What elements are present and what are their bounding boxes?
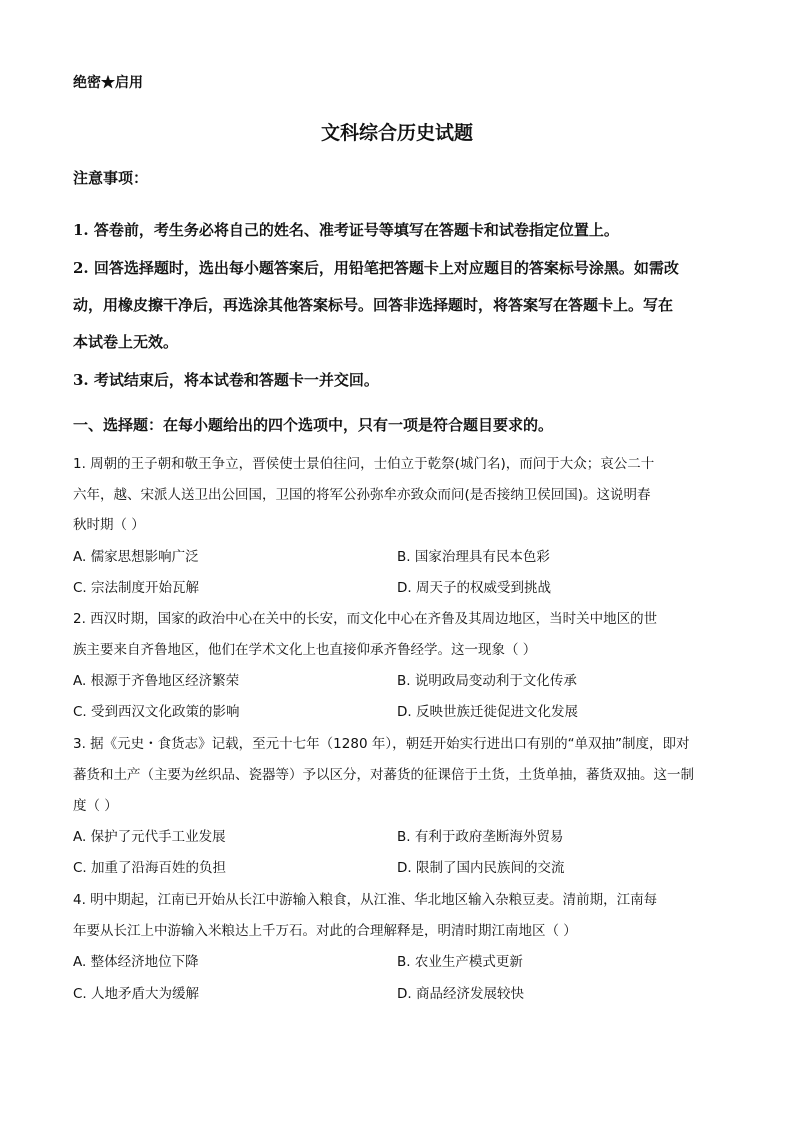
question-3-option-a: A. 保护了元代手工业发展 <box>73 829 226 845</box>
question-1-option-d: D. 周天子的权威受到挑战 <box>397 580 551 596</box>
question-4-option-b: B. 农业生产模式更新 <box>397 954 523 970</box>
notice-heading: 注意事项： <box>73 169 149 187</box>
notice-line: 2. 回答选择题时，选出每小题答案后，用铅笔把答题卡上对应题目的答案标号涂黑。如需改 <box>73 259 679 277</box>
section-heading: 一、选择题：在每小题给出的四个选项中，只有一项是符合题目要求的。 <box>73 416 554 434</box>
notice-line: 1. 答卷前，考生务必将自己的姓名、准考证号等填写在答题卡和试卷指定位置上。 <box>73 221 619 239</box>
notice-line: 本试卷上无效。 <box>73 333 179 351</box>
question-1-option-b: B. 国家治理具有民本色彩 <box>397 549 550 565</box>
question-3-line: 3. 据《元史・食货志》记载，至元十七年（1280 年），朝廷开始实行进出口有别的“单双抽”制度，即对 <box>73 736 690 752</box>
question-2-option-b: B. 说明政局变动利于文化传承 <box>397 673 577 689</box>
question-3-option-b: B. 有利于政府垄断海外贸易 <box>397 829 564 845</box>
question-3-option-c: C. 加重了沿海百姓的负担 <box>73 860 227 876</box>
question-3-line: 度（ ） <box>73 798 118 814</box>
question-4-line: 4. 明中期起，江南已开始从长江中游输入粮食，从江淮、华北地区输入杂粮豆麦。清前期，江南每 <box>73 892 658 908</box>
question-3-line: 蕃货和土产（主要为丝织品、瓷器等）予以区分，对蕃货的征课倍于土货，土货单抽，蕃货双抽。这一制 <box>73 767 694 783</box>
question-4-line: 年要从长江上中游输入米粮达上千万石。对此的合理解释是，明清时期江南地区（ ） <box>73 923 577 939</box>
question-1-line: 六年，越、宋派人送卫出公回国，卫国的将军公孙弥牟亦致众而问(是否接纳卫侯回国)。这说明春 <box>73 487 651 503</box>
question-2-line: 2. 西汉时期，国家的政治中心在关中的长安，而文化中心在齐鲁及其周边地区，当时关中地区的世 <box>73 611 658 627</box>
notice-line: 动，用橡皮擦干净后，再选涂其他答案标号。回答非选择题时，将答案写在答题卡上。写在 <box>73 296 674 314</box>
question-2-option-a: A. 根源于齐鲁地区经济繁荣 <box>73 673 240 689</box>
question-2-option-c: C. 受到西汉文化政策的影响 <box>73 704 240 720</box>
question-2-line: 族主要来自齐鲁地区，他们在学术文化上也直接仰承齐鲁经学。这一现象（ ） <box>73 642 537 658</box>
question-2-option-d: D. 反映世族迁徙促进文化发展 <box>397 704 578 720</box>
question-1-line: 秋时期（ ） <box>73 517 145 533</box>
notice-line: 3. 考试结束后，将本试卷和答题卡一并交回。 <box>73 371 379 389</box>
question-1-line: 1. 周朝的王子朝和敬王争立，晋侯使士景伯往问，士伯立于乾祭(城门名)，而问于大众；哀公二十 <box>73 456 655 472</box>
question-4-option-a: A. 整体经济地位下降 <box>73 954 199 970</box>
question-3-option-d: D. 限制了国内民族间的交流 <box>397 860 565 876</box>
confidential-mark: 绝密★启用 <box>73 75 143 91</box>
question-1-option-a: A. 儒家思想影响广泛 <box>73 549 199 565</box>
page-title: 文科综合历史试题 <box>320 122 473 144</box>
question-4-option-c: C. 人地矛盾大为缓解 <box>73 986 200 1002</box>
question-1-option-c: C. 宗法制度开始瓦解 <box>73 580 200 596</box>
question-4-option-d: D. 商品经济发展较快 <box>397 986 524 1002</box>
